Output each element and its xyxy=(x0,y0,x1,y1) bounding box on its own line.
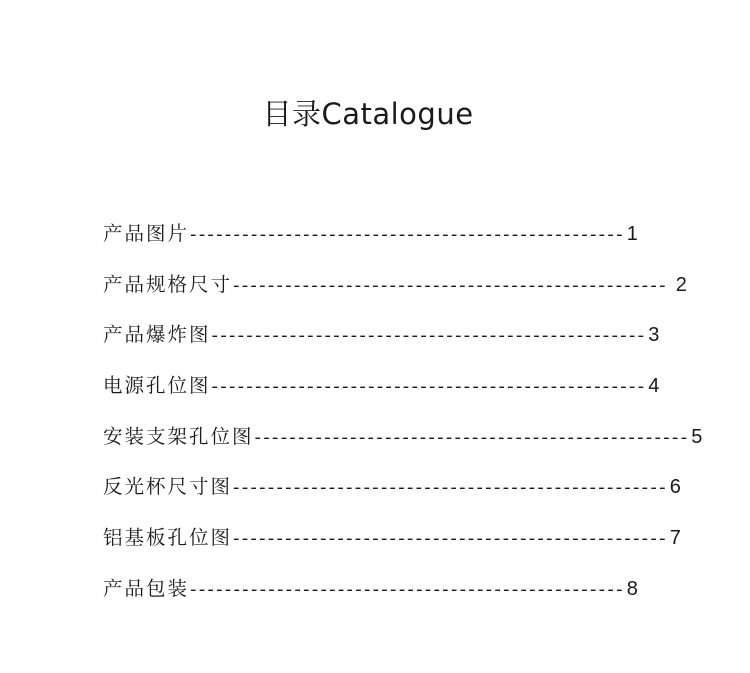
toc-entry-product-images[interactable] xyxy=(103,218,638,269)
toc-entry-label: 产品图片 xyxy=(103,222,190,245)
toc-leader-dashes: -------------------------------------------------- xyxy=(233,528,668,550)
toc-entry-label: 产品包装 xyxy=(103,576,190,600)
toc-page-number: 1 xyxy=(626,223,638,245)
toc-page-number: 8 xyxy=(626,577,638,600)
toc-entry-label: 安装支架孔位图 xyxy=(103,424,254,448)
toc-leader-dashes: -------------------------------------------------- xyxy=(254,426,690,448)
toc-leader-dashes: -------------------------------------------------- xyxy=(233,477,668,499)
toc-page-number: 3 xyxy=(648,324,660,347)
toc-page-number: 2 xyxy=(675,273,687,296)
toc-page-number: 7 xyxy=(669,527,681,550)
toc-page-number: 5 xyxy=(691,425,703,448)
page-title: 目录Catalogue xyxy=(262,97,474,131)
toc-page-number: 4 xyxy=(648,375,660,398)
toc-entry-product-dimensions[interactable] xyxy=(103,269,687,320)
toc-entry-label: 电源孔位图 xyxy=(103,374,211,398)
toc-leader-dashes: -------------------------------------------------- xyxy=(211,325,647,347)
toc-page-number: 6 xyxy=(669,476,681,499)
toc-leader-dashes: -------------------------------------------------- xyxy=(190,224,625,245)
toc-entry-product-packaging[interactable] xyxy=(103,573,638,624)
toc-entry-mounting-bracket-hole-layout[interactable] xyxy=(103,421,703,472)
toc-leader-dashes: -------------------------------------------------- xyxy=(211,376,647,398)
toc-entry-reflector-dimensions[interactable] xyxy=(103,471,681,522)
toc-entry-aluminum-board-hole-layout[interactable] xyxy=(103,522,681,573)
toc-entry-power-hole-layout[interactable] xyxy=(103,370,660,421)
table-of-contents xyxy=(103,218,703,624)
toc-entry-label: 产品爆炸图 xyxy=(103,323,211,347)
toc-leader-dashes: -------------------------------------------------- xyxy=(233,274,668,296)
toc-leader-dashes: -------------------------------------------------- xyxy=(190,578,625,600)
toc-entry-exploded-view[interactable] xyxy=(103,319,660,370)
toc-entry-label: 反光杯尺寸图 xyxy=(103,475,233,499)
toc-entry-label: 铝基板孔位图 xyxy=(103,526,233,550)
toc-entry-label: 产品规格尺寸 xyxy=(103,272,233,296)
